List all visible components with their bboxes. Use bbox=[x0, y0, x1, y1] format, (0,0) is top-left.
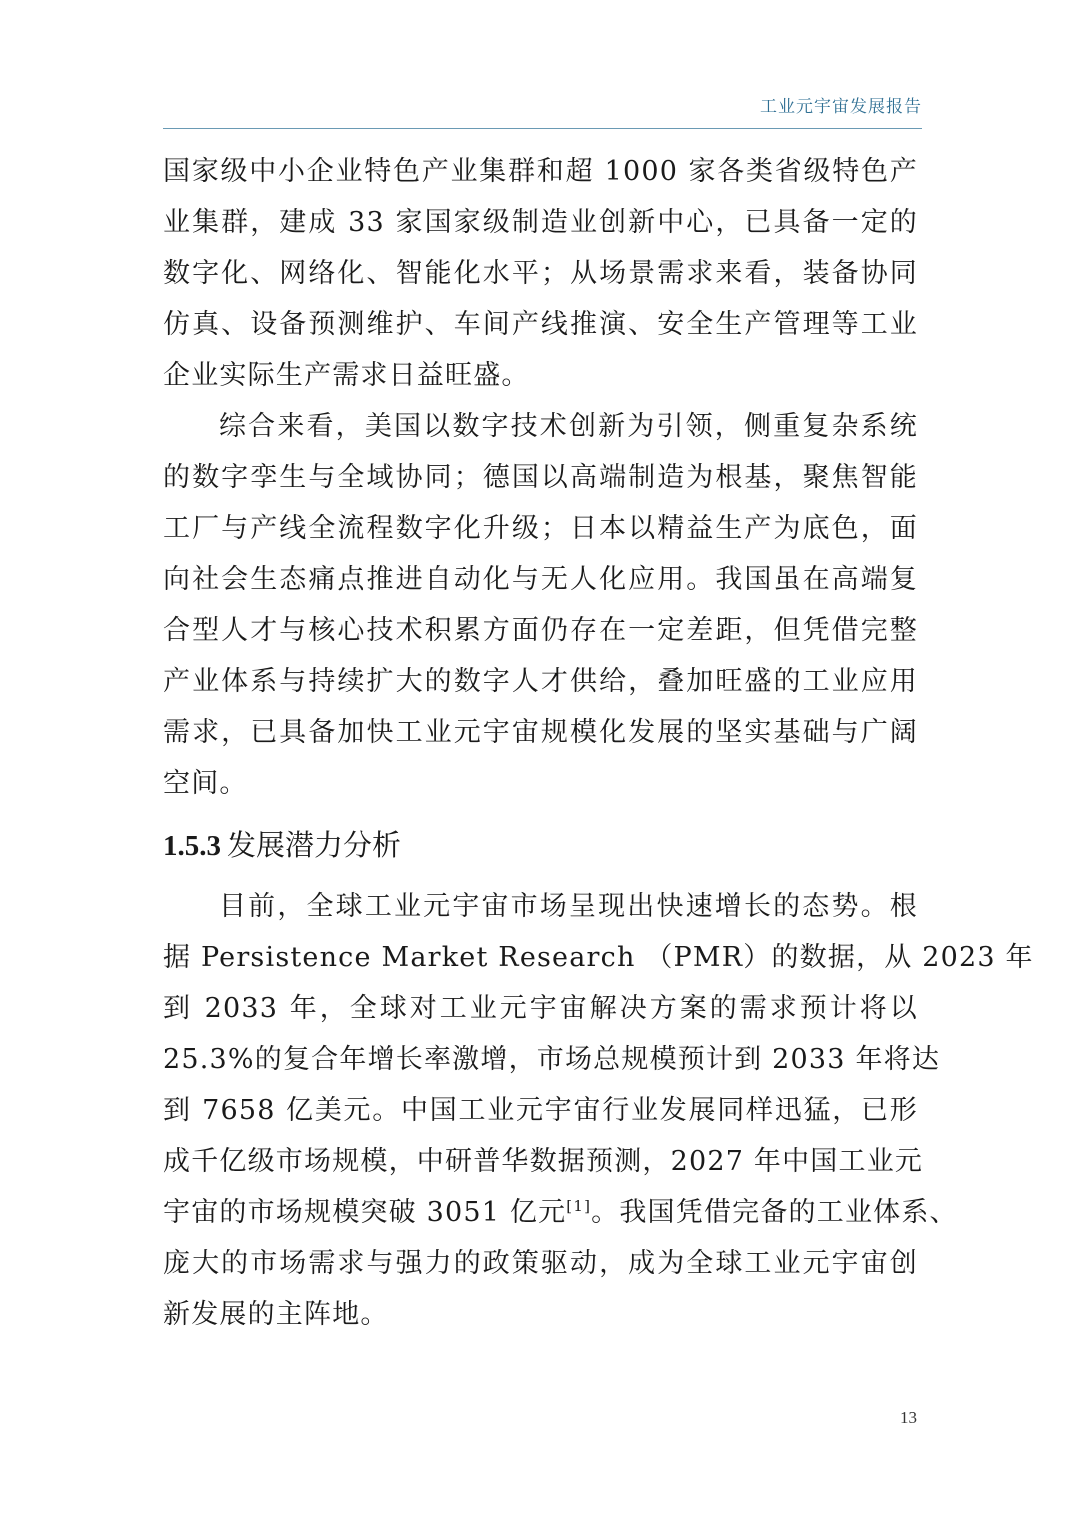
text-line: 产业体系与持续扩大的数字人才供给，叠加旺盛的工业应用 bbox=[163, 666, 918, 697]
text-line: 的数字孪生与全域协同；德国以高端制造为根基，聚焦智能 bbox=[163, 462, 918, 493]
paragraph-continued bbox=[163, 146, 918, 401]
section-number: 1.5.3 bbox=[163, 830, 221, 862]
text-line: 国家级中小企业特色产业集群和超 1000 家各类省级特色产 bbox=[163, 156, 918, 187]
text-line: 向社会生态痛点推进自动化与无人化应用。我国虽在高端复 bbox=[163, 564, 918, 595]
section-title: 发展潜力分析 bbox=[227, 828, 402, 862]
text-line: 目前，全球工业元宇宙市场呈现出快速增长的态势。根 bbox=[219, 891, 918, 922]
text-line: 空间。 bbox=[163, 768, 248, 799]
text-line bbox=[163, 1187, 958, 1238]
text-line: 25.3%的复合年增长率激增，市场总规模预计到 2033 年将达 bbox=[163, 1044, 941, 1075]
paragraph-summary bbox=[163, 401, 918, 809]
text-line: 据 Persistence Market Research （PMR）的数据，从 2023 年 bbox=[163, 942, 1034, 973]
text-line: 合型人才与核心技术积累方面仍存在一定差距，但凭借完整 bbox=[163, 615, 918, 646]
text-line: 数字化、网络化、智能化水平；从场景需求来看，装备协同 bbox=[163, 258, 918, 289]
page-header bbox=[163, 88, 922, 129]
section-heading bbox=[163, 817, 918, 873]
text-line: 仿真、设备预测维护、车间产线推演、安全生产管理等工业 bbox=[163, 309, 918, 340]
page-number: 13 bbox=[900, 1408, 917, 1427]
text-line: 庞大的市场需求与强力的政策驱动，成为全球工业元宇宙创 bbox=[163, 1248, 918, 1279]
text-line: 到 2033 年，全球对工业元宇宙解决方案的需求预计将以 bbox=[163, 993, 918, 1024]
citation-reference[interactable]: [1] bbox=[566, 1197, 592, 1215]
text-line: 新发展的主阵地。 bbox=[163, 1299, 389, 1330]
text-line: 到 7658 亿美元。中国工业元宇宙行业发展同样迅猛，已形 bbox=[163, 1095, 918, 1126]
paragraph-market bbox=[163, 881, 1034, 1340]
text-line: 成千亿级市场规模，中研普华数据预测，2027 年中国工业元 bbox=[163, 1146, 924, 1177]
text-line: 业集群，建成 33 家国家级制造业创新中心，已具备一定的 bbox=[163, 207, 918, 238]
text-line: 综合来看，美国以数字技术创新为引领，侧重复杂系统 bbox=[219, 411, 918, 442]
text-segment: 。我国凭借完备的工业体系、 bbox=[591, 1197, 958, 1228]
text-segment: 宇宙的市场规模突破 3051 亿元 bbox=[163, 1197, 567, 1228]
running-header-title: 工业元宇宙发展报告 bbox=[760, 97, 922, 117]
text-line: 企业实际生产需求日益旺盛。 bbox=[163, 360, 530, 391]
body-text bbox=[163, 146, 1034, 1340]
text-line: 需求，已具备加快工业元宇宙规模化发展的坚实基础与广阔 bbox=[163, 717, 918, 748]
text-line: 工厂与产线全流程数字化升级；日本以精益生产为底色，面 bbox=[163, 513, 918, 544]
